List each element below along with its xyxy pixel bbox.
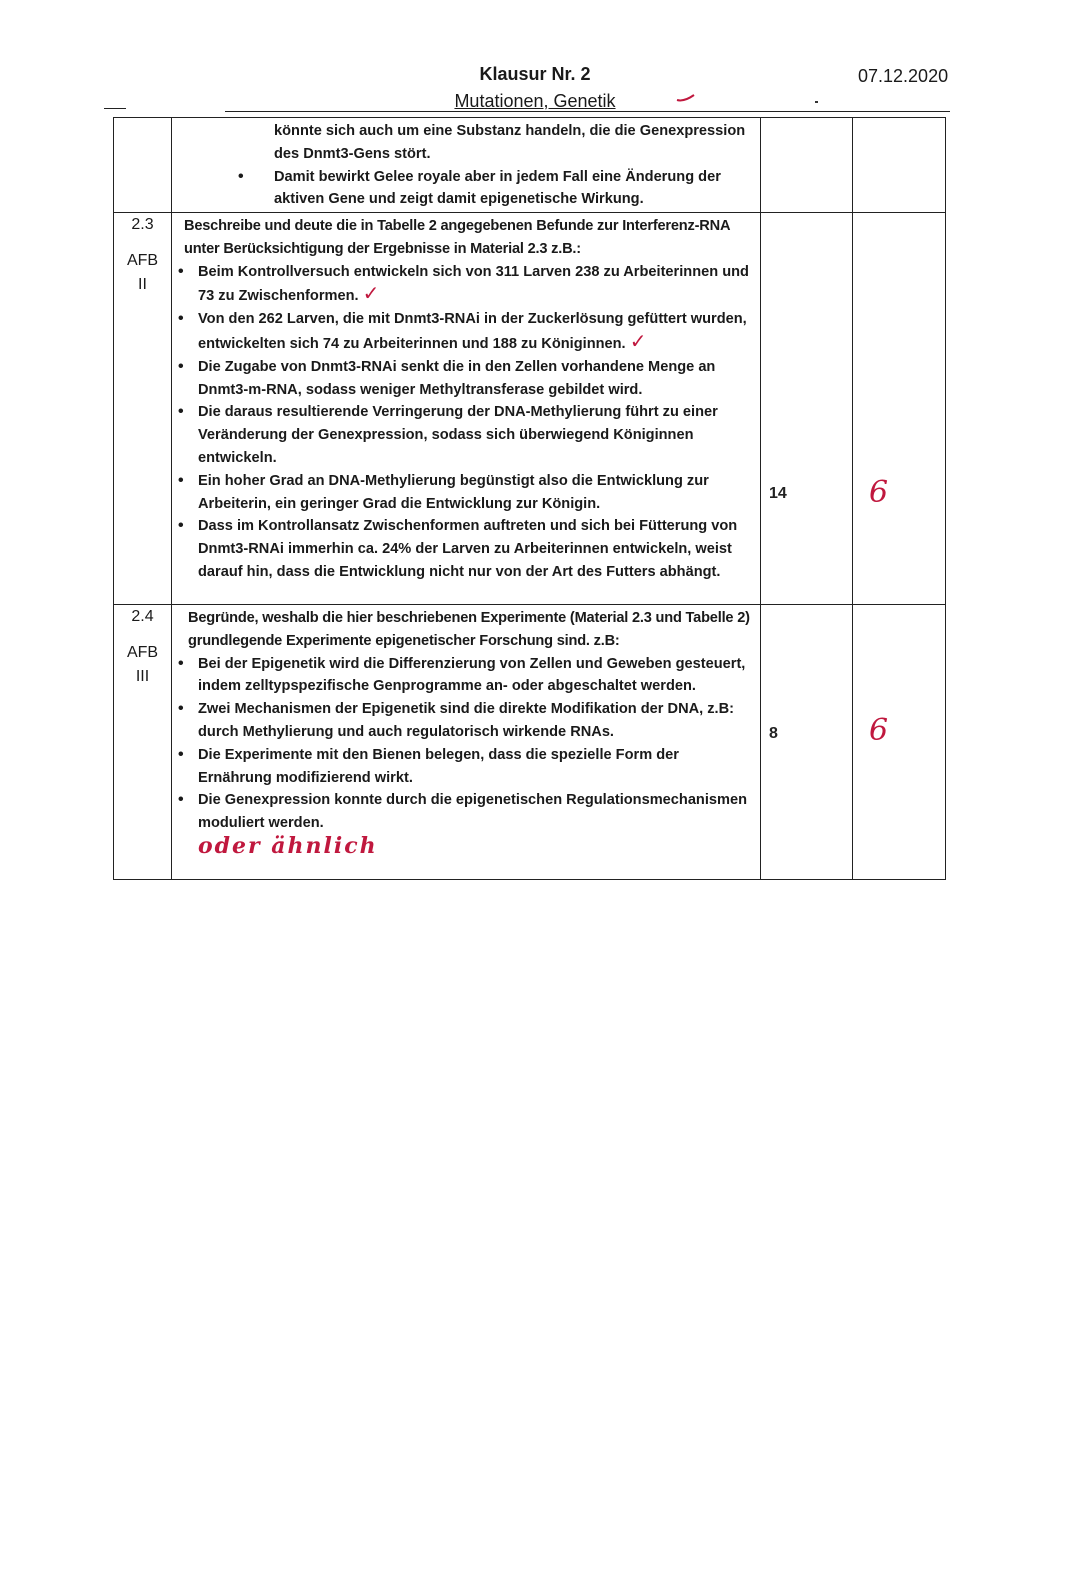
task-number-cell: [114, 118, 172, 213]
exam-date: 07.12.2020: [858, 66, 949, 86]
bullet-text: Dass im Kontrollansatz Zwischenformen auftreten und sich bei Fütterung von Dnmt3-RNAi immerhin ca. 24% der Larven zu Arbeiterinnen entwickeln, weist darauf hin, dass die Entwicklung nicht nur von der Art des Futters abhängt.: [198, 518, 738, 580]
bullet-text: Ein hoher Grad an DNA-Methylierung begünstigt also die Entwicklung zur Arbeiterin, ein geringer Grad die Entwicklung zur Königin.: [198, 472, 709, 512]
bullet-text: Damit bewirkt Gelee royale aber in jedem Fall eine Änderung der aktiven Gene und zeigt damit epigenetische Wirkung.: [274, 168, 721, 208]
bullet-text: Zwei Mechanismen der Epigenetik sind die direkte Modifikation der DNA, z.B: durch Methylierung und auch regulatorisch wirkende RNAs.: [198, 701, 735, 740]
awarded-points: 6: [869, 475, 889, 510]
task-stem: Begründe, weshalb die hier beschriebenen Experimente (Material 2.3 und Tabelle 2) grundlegende Experimente epigenetischer Forschung sind. z.B:: [188, 610, 750, 649]
points-cell: [761, 605, 853, 880]
table-row: [114, 118, 946, 213]
bullet-item: [178, 470, 754, 516]
bullet-text: Die daraus resultierende Verringerung der DNA-Methylierung führt zu einer Veränderung der Genexpression, sodass sich überwiegend Königinnen entwickeln.: [198, 404, 718, 466]
bullet-item: [178, 789, 754, 835]
bullet-item: [178, 698, 754, 744]
task-number: 2.4: [131, 608, 154, 625]
grade-cell: [853, 213, 946, 605]
grade-cell: [853, 118, 946, 213]
bullet-text: Die Zugabe von Dnmt3-RNAi senkt die in den Zellen vorhandene Menge an Dnmt3-m-RNA, sodass weniger Methyltransferase gebildet wird.: [198, 358, 716, 398]
bullet-text: Von den 262 Larven, die mit Dnmt3-RNAi in der Zuckerlösung gefüttert wurden, entwickelten sich 74 zu Arbeiterinnen und 188 zu Königinnen.: [198, 311, 747, 352]
bullet-text: Die Experimente mit den Bienen belegen, dass die spezielle Form der Ernährung modifizierend wirkt.: [198, 746, 679, 786]
afb-label: AFB: [126, 644, 159, 661]
content-cell: [172, 118, 761, 213]
afb-level: II: [138, 276, 147, 293]
check-mark-icon: [676, 92, 696, 104]
header-dot: [815, 101, 818, 103]
bullet-item: [178, 308, 754, 356]
check-mark-icon: ✓: [362, 283, 380, 306]
afb-level: III: [135, 668, 150, 685]
header-rule-left: [104, 108, 126, 109]
table-row: [114, 605, 946, 880]
bullet-item: [178, 401, 754, 469]
task-number-cell: [114, 213, 172, 605]
check-mark-icon: ✓: [629, 330, 647, 353]
exam-subtitle: Mutationen, Genetik: [454, 91, 616, 111]
bullet-text: Die Genexpression konnte durch die epigenetischen Regulationsmechanismen moduliert werden.: [198, 792, 748, 832]
bullet-item: [178, 744, 754, 790]
max-points: 8: [769, 725, 778, 742]
bullet-item: [238, 166, 754, 212]
task-number: 2.3: [131, 216, 154, 233]
grade-cell: [853, 605, 946, 880]
points-cell: [761, 118, 853, 213]
bullet-text: Bei der Epigenetik wird die Differenzierung von Zellen und Geweben gesteuert, indem zelltypspezifische Genprogramme an- oder abgeschaltet werden.: [198, 655, 746, 695]
exam-title: Klausur Nr. 2: [479, 64, 591, 84]
grading-table: [113, 117, 946, 880]
content-cell: [172, 213, 761, 605]
bullet-item: [178, 515, 754, 583]
bullet-text: Beim Kontrollversuch entwickeln sich von 311 Larven 238 zu Arbeiterinnen und 73 zu Zwischenformen.: [198, 263, 749, 305]
header-rule: [225, 111, 950, 112]
max-points: 14: [769, 485, 787, 502]
points-cell: [761, 213, 853, 605]
afb-label: AFB: [126, 252, 159, 269]
table-row: [114, 213, 946, 605]
content-cell: [172, 605, 761, 880]
task-number-cell: [114, 605, 172, 880]
line-text: könnte sich auch um eine Substanz handeln, die die Genexpression des Dnmt3-Gens stört.: [274, 123, 746, 162]
bullet-item: [178, 653, 754, 699]
handwritten-note: oder ähnlich: [198, 832, 378, 859]
bullet-item: [178, 356, 754, 402]
bullet-item: [178, 261, 754, 309]
continuation-text: [178, 120, 754, 166]
task-stem: Beschreibe und deute die in Tabelle 2 angegebenen Befunde zur Interferenz-RNA unter Berücksichtigung der Ergebnisse in Material 2.3 z.B.:: [184, 218, 730, 257]
awarded-points: 6: [869, 713, 889, 748]
